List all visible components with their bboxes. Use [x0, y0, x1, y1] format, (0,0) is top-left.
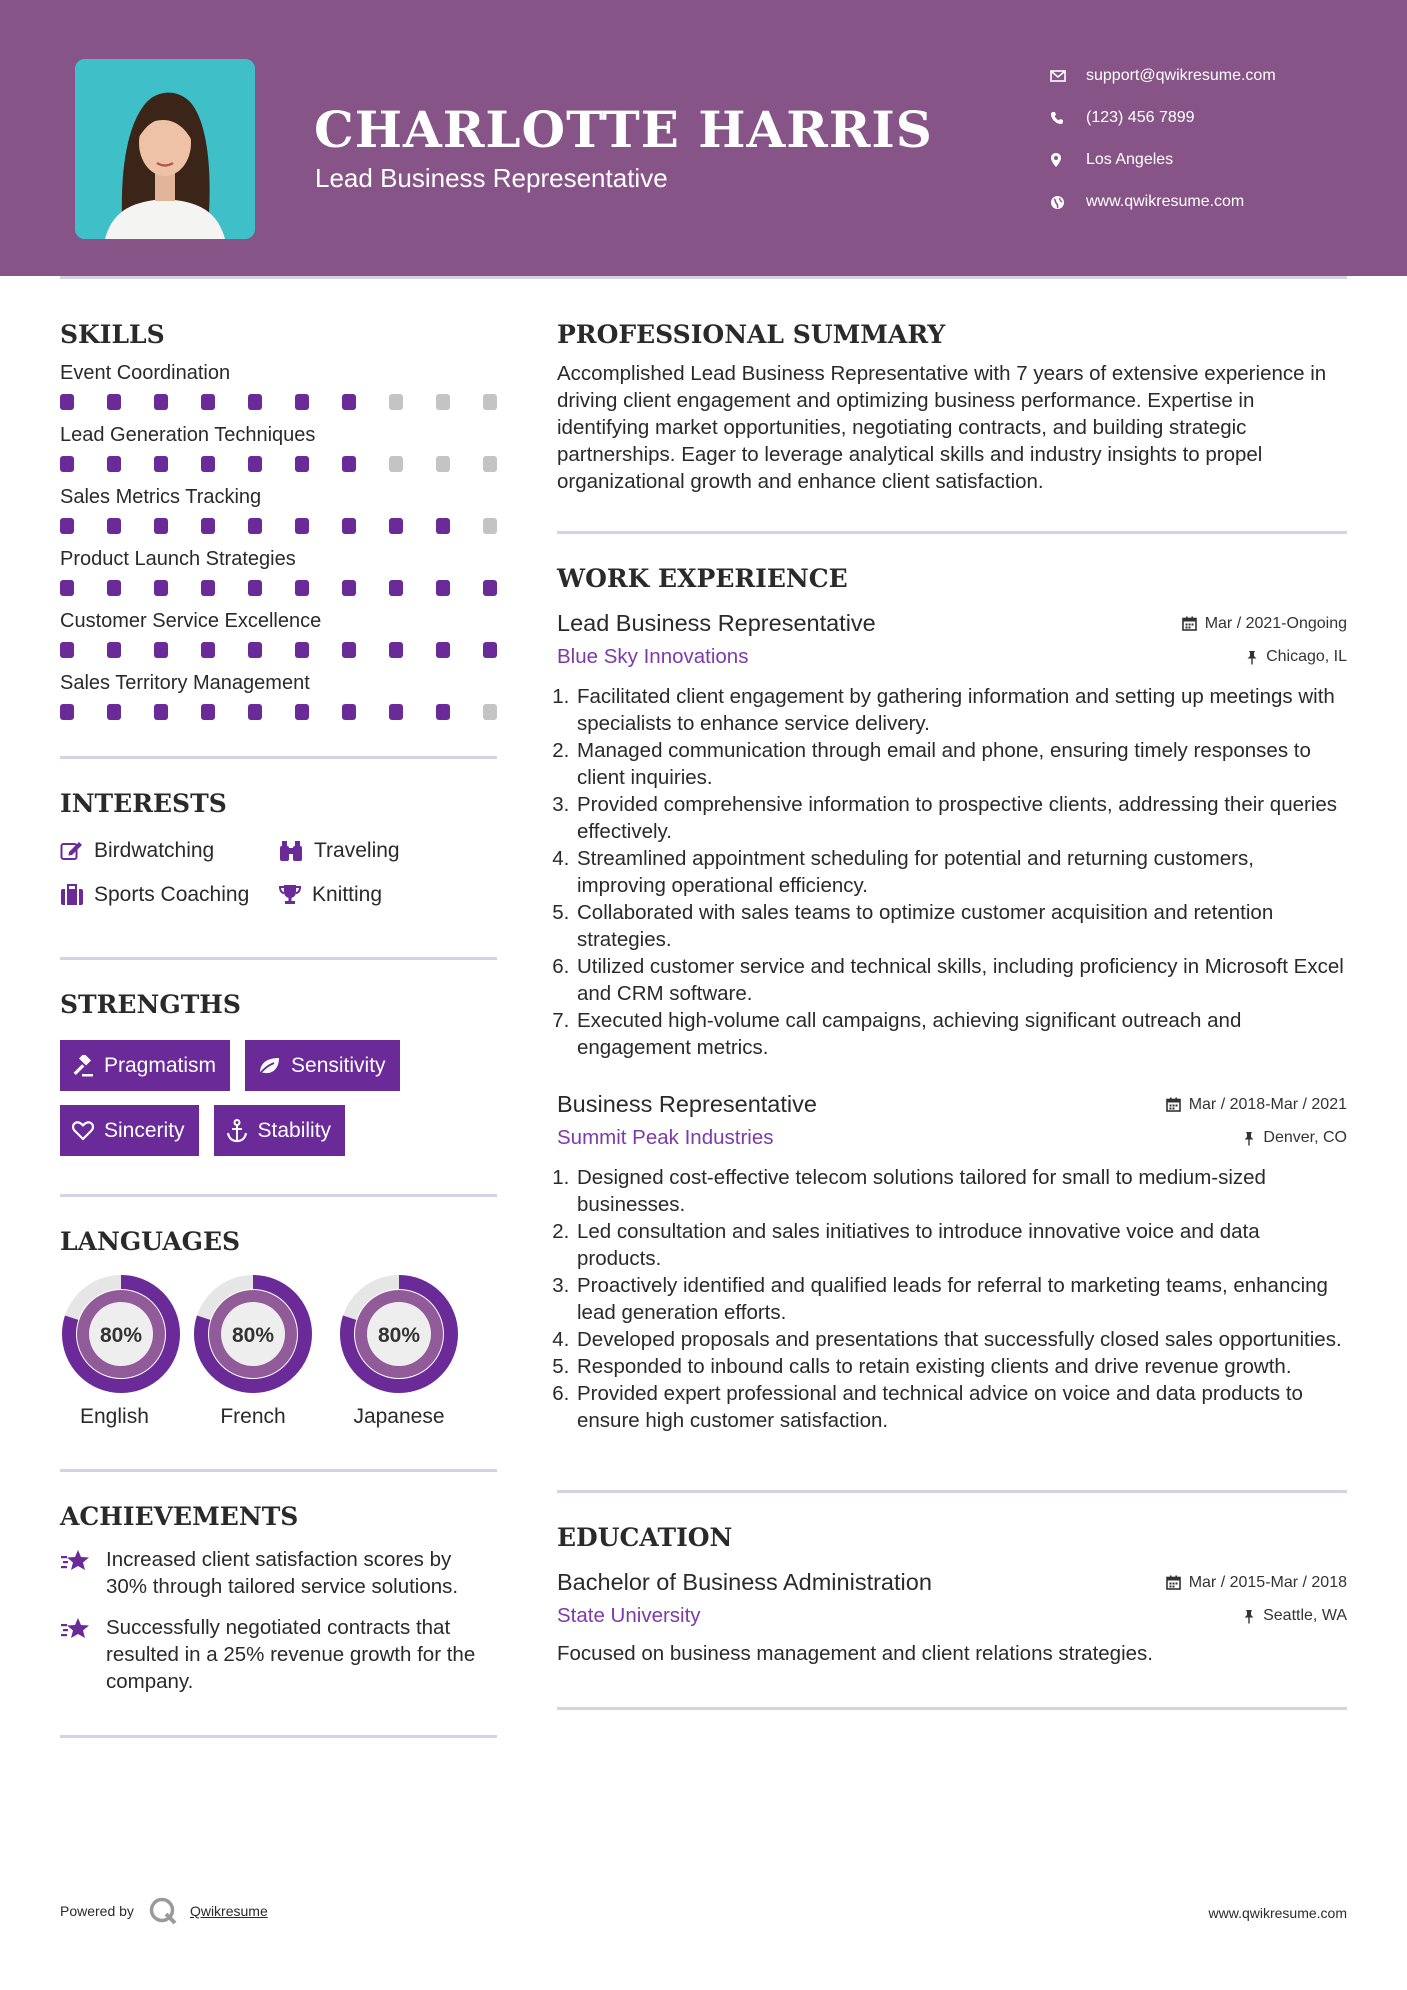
rating-dot-filled: [389, 704, 403, 720]
job-entry: [557, 1091, 1347, 1434]
job-duty: 1. Facilitated client engagement by gathering information and setting up meetings with specialists to enhance service delivery.: [575, 683, 1347, 737]
education-date: [1166, 1574, 1347, 1592]
rating-dot-filled: [342, 518, 356, 534]
pushpin-icon: [1246, 650, 1258, 665]
contact-location-text: Los Angeles: [1086, 151, 1174, 168]
rating-dot-filled: [342, 580, 356, 596]
resume-header: [0, 0, 1407, 276]
experience-section: [557, 562, 1347, 1434]
binoculars-icon: [278, 840, 304, 862]
rating-dot-filled: [154, 518, 168, 534]
leaf-icon: [257, 1056, 281, 1076]
calendar-icon: [1166, 1575, 1181, 1590]
footer-url[interactable]: www.qwikresume.com: [1208, 1905, 1347, 1921]
interest-label: Traveling: [314, 839, 400, 862]
achievement-text: Successfully negotiated contracts that resulted in a 25% revenue growth for the company.: [106, 1616, 476, 1693]
envelope-icon: [1050, 69, 1086, 83]
job-duty: 6. Provided expert professional and technical advice on voice and data products to ensure high customer satisfaction.: [575, 1380, 1347, 1434]
contact-email-text: support@qwikresume.com: [1086, 67, 1276, 84]
skill-name: Sales Territory Management: [60, 672, 310, 694]
rating-dot-filled: [154, 394, 168, 410]
skills-section: [60, 318, 497, 726]
interests-list: [60, 835, 497, 911]
candidate-name: CHARLOTTE HARRIS: [314, 100, 933, 159]
rating-dot-filled: [248, 518, 262, 534]
rating-dot-filled: [248, 704, 262, 720]
skill-rating: [60, 574, 497, 602]
skill-rating: [60, 450, 497, 478]
rating-dot-filled: [295, 642, 309, 658]
job-head: [557, 1091, 1347, 1118]
summary-text: Accomplished Lead Business Representative with 7 years of extensive experience in driving client engagement and optimizing business performance. Expertise in identifying market opportunities, negotiating contracts, and building strategic partnerships. Eager to leverage analytical skills and industry insights to propel organizational growth and enhance client satisfaction.: [557, 362, 1327, 493]
rating-dot-empty: [389, 456, 403, 472]
section-divider: [557, 1707, 1347, 1710]
rating-dot-filled: [60, 580, 74, 596]
rating-dot-empty: [483, 394, 497, 410]
rating-dot-filled: [201, 394, 215, 410]
rating-dot-filled: [342, 704, 356, 720]
job-duty: 5. Responded to inbound calls to retain existing clients and drive revenue growth.: [575, 1353, 1347, 1380]
job-duty: 4. Streamlined appointment scheduling for potential and returning customers, improving operational efficiency.: [575, 845, 1347, 899]
job-date: [1166, 1096, 1347, 1114]
job-entry: [557, 610, 1347, 1061]
rating-dot-filled: [154, 704, 168, 720]
map-pin-icon: [1050, 152, 1086, 168]
job-role: Business Representative: [557, 1091, 817, 1117]
language-progress-ring: [338, 1273, 460, 1395]
strength-label: Stability: [257, 1118, 332, 1142]
job-date-text: Mar / 2018-Mar / 2021: [1188, 1095, 1347, 1113]
rating-dot-filled: [483, 642, 497, 658]
achievement-item: [60, 1546, 497, 1600]
rating-dot-empty: [436, 394, 450, 410]
skill-rating: [60, 636, 497, 664]
strengths-list: [60, 1040, 480, 1156]
interest-item: [60, 879, 278, 911]
section-divider: [60, 1735, 497, 1738]
interests-section: [60, 787, 497, 911]
summary-title: PROFESSIONAL SUMMARY: [557, 320, 946, 349]
job-duty: 4. Developed proposals and presentations that successfully closed sales opportunities.: [575, 1326, 1347, 1353]
education-sub: [557, 1604, 1347, 1628]
education-location: [1243, 1607, 1347, 1625]
rating-dot-filled: [60, 394, 74, 410]
job-duty: 2. Managed communication through email and phone, ensuring timely responses to client inquiries.: [575, 737, 1347, 791]
skills-title: SKILLS: [60, 320, 165, 349]
language-item: [326, 1273, 472, 1429]
interest-label: Knitting: [312, 883, 383, 906]
education-date-text: Mar / 2015-Mar / 2018: [1188, 1573, 1347, 1591]
achievement-item: [60, 1614, 497, 1695]
rating-dot-filled: [248, 394, 262, 410]
skill-rating: [60, 512, 497, 540]
language-name: English: [80, 1405, 149, 1428]
header-divider: [60, 276, 1347, 279]
job-head: [557, 610, 1347, 637]
education-location-text: Seattle, WA: [1263, 1607, 1347, 1624]
job-duty: 1. Designed cost-effective telecom solutions tailored for small to medium-sized businesses.: [575, 1164, 1347, 1218]
language-progress-ring: [60, 1273, 182, 1395]
rating-dot-filled: [389, 642, 403, 658]
left-column: [60, 318, 497, 1738]
profile-photo: [75, 59, 255, 239]
job-duties: [557, 1164, 1347, 1434]
skill-name: Lead Generation Techniques: [60, 424, 316, 446]
skills-list: [60, 358, 497, 726]
rating-dot-filled: [60, 642, 74, 658]
rating-dot-filled: [154, 642, 168, 658]
section-divider: [60, 1194, 497, 1197]
rating-dot-filled: [60, 456, 74, 472]
rating-dot-empty: [483, 518, 497, 534]
rating-dot-filled: [436, 704, 450, 720]
rating-dot-filled: [107, 456, 121, 472]
powered-by-label: Powered by: [60, 1903, 134, 1919]
interests-title: INTERESTS: [60, 789, 227, 818]
strength-label: Sincerity: [104, 1118, 185, 1142]
language-percent: 80%: [231, 1324, 275, 1347]
strengths-title: STRENGTHS: [60, 990, 241, 1019]
rating-dot-filled: [342, 642, 356, 658]
briefcase-icon: [60, 884, 84, 906]
rating-dot-filled: [295, 456, 309, 472]
job-company: Blue Sky Innovations: [557, 645, 749, 668]
rating-dot-filled: [342, 394, 356, 410]
globe-icon: [1050, 195, 1086, 210]
rating-dot-filled: [389, 518, 403, 534]
languages-title: LANGUAGES: [60, 1227, 241, 1256]
interest-item: [278, 879, 498, 911]
strength-tag: [214, 1105, 346, 1156]
interest-label: Birdwatching: [94, 839, 215, 862]
phone-icon: [1050, 111, 1086, 125]
skill-rating: [60, 698, 497, 726]
languages-section: [60, 1225, 497, 1429]
job-location: [1243, 1129, 1347, 1147]
job-date-text: Mar / 2021-Ongoing: [1204, 614, 1347, 632]
language-name: Japanese: [353, 1405, 445, 1428]
job-duty: 5. Collaborated with sales teams to optimize customer acquisition and retention strategies.: [575, 899, 1347, 953]
rating-dot-filled: [295, 704, 309, 720]
rating-dot-filled: [295, 580, 309, 596]
rating-dot-filled: [60, 704, 74, 720]
skill-name: Customer Service Excellence: [60, 610, 322, 632]
language-item: [180, 1273, 326, 1429]
rating-dot-filled: [201, 642, 215, 658]
job-company: Summit Peak Industries: [557, 1126, 774, 1149]
rating-dot-filled: [107, 580, 121, 596]
rating-dot-filled: [154, 580, 168, 596]
job-location: [1246, 648, 1347, 666]
education-description: Focused on business management and client relations strategies.: [557, 1642, 1153, 1665]
rating-dot-filled: [295, 518, 309, 534]
contact-phone-text: (123) 456 7899: [1086, 109, 1195, 126]
education-title: EDUCATION: [557, 1523, 733, 1552]
job-duty: 7. Executed high-volume call campaigns, achieving significant outreach and engagement metrics.: [575, 1007, 1347, 1061]
qwikresume-logo-icon: [148, 1896, 178, 1926]
rating-dot-filled: [436, 518, 450, 534]
education-section: [557, 1521, 1347, 1667]
rating-dot-empty: [436, 456, 450, 472]
contact-website-text: www.qwikresume.com: [1086, 193, 1245, 210]
language-percent: 80%: [377, 1324, 421, 1347]
languages-list: [60, 1273, 497, 1429]
job-duties: [557, 683, 1347, 1061]
job-location-text: Denver, CO: [1263, 1129, 1347, 1146]
heart-icon: [72, 1121, 94, 1141]
interest-item: [60, 835, 278, 867]
skill-name: Event Coordination: [60, 362, 231, 384]
rating-dot-empty: [483, 456, 497, 472]
job-sub: [557, 1126, 1347, 1150]
job-sub: [557, 645, 1347, 669]
rating-dot-filled: [201, 518, 215, 534]
rating-dot-filled: [107, 394, 121, 410]
rating-dot-filled: [201, 580, 215, 596]
rating-dot-filled: [107, 642, 121, 658]
contact-email[interactable]: [1050, 55, 1276, 97]
rating-dot-filled: [436, 580, 450, 596]
job-role: Lead Business Representative: [557, 610, 876, 636]
contact-location: [1050, 139, 1276, 181]
skill-name: Product Launch Strategies: [60, 548, 296, 570]
language-progress-ring: [192, 1273, 314, 1395]
rating-dot-filled: [389, 580, 403, 596]
rating-dot-filled: [342, 456, 356, 472]
rating-dot-empty: [483, 704, 497, 720]
calendar-icon: [1182, 616, 1197, 631]
achievements-title: ACHIEVEMENTS: [60, 1502, 299, 1531]
star-badge-icon: [60, 1548, 92, 1574]
strength-tag: [60, 1105, 199, 1156]
anchor-icon: [226, 1119, 248, 1143]
job-duty: 6. Utilized customer service and technical skills, including proficiency in Microsoft Excel and CRM software.: [575, 953, 1347, 1007]
strength-label: Pragmatism: [104, 1053, 217, 1077]
rating-dot-filled: [248, 580, 262, 596]
section-divider: [557, 1490, 1347, 1493]
summary-section: [557, 318, 1347, 495]
rating-dot-filled: [201, 456, 215, 472]
rating-dot-filled: [154, 456, 168, 472]
job-duty: 3. Proactively identified and qualified leads for referral to marketing teams, enhancing lead generation efforts.: [575, 1272, 1347, 1326]
job-duty: 3. Provided comprehensive information to prospective clients, addressing their queries effectively.: [575, 791, 1347, 845]
strengths-section: [60, 988, 497, 1156]
section-divider: [557, 531, 1347, 534]
candidate-title: Lead Business Representative: [315, 163, 668, 193]
interest-label: Sports Coaching: [94, 883, 250, 906]
section-divider: [60, 1469, 497, 1472]
experience-title: WORK EXPERIENCE: [557, 564, 848, 593]
job-location-text: Chicago, IL: [1266, 648, 1347, 665]
rating-dot-filled: [107, 518, 121, 534]
education-school: State University: [557, 1604, 701, 1627]
contact-phone[interactable]: [1050, 97, 1276, 139]
education-head: [557, 1569, 1347, 1596]
achievements-section: [60, 1500, 497, 1695]
job-duty: 2. Led consultation and sales initiatives to introduce innovative voice and data products.: [575, 1218, 1347, 1272]
edit-icon: [60, 840, 84, 862]
rating-dot-filled: [107, 704, 121, 720]
gavel-icon: [72, 1055, 94, 1077]
rating-dot-filled: [201, 704, 215, 720]
rating-dot-filled: [60, 518, 74, 534]
education-degree: Bachelor of Business Administration: [557, 1569, 932, 1595]
achievement-text: Increased client satisfaction scores by 30% through tailored service solutions.: [106, 1548, 459, 1598]
qwikresume-link[interactable]: Qwikresume: [189, 1903, 268, 1919]
strength-tag: [245, 1040, 400, 1091]
section-divider: [60, 756, 497, 759]
pushpin-icon: [1243, 1131, 1255, 1146]
strength-label: Sensitivity: [291, 1053, 386, 1077]
rating-dot-filled: [248, 642, 262, 658]
language-item: [60, 1273, 180, 1429]
pushpin-icon: [1243, 1609, 1255, 1624]
job-date: [1182, 615, 1347, 633]
language-percent: 80%: [99, 1324, 143, 1347]
star-badge-icon: [60, 1616, 92, 1642]
contact-website[interactable]: [1050, 181, 1276, 223]
footer-powered-by: [60, 1896, 268, 1926]
rating-dot-empty: [389, 394, 403, 410]
rating-dot-filled: [483, 580, 497, 596]
rating-dot-filled: [295, 394, 309, 410]
calendar-icon: [1166, 1097, 1181, 1112]
right-column: [557, 318, 1347, 1710]
trophy-icon: [278, 884, 302, 906]
language-name: French: [220, 1405, 286, 1428]
jobs-list: [557, 610, 1347, 1434]
contact-info: [1050, 55, 1276, 223]
section-divider: [60, 957, 497, 960]
skill-name: Sales Metrics Tracking: [60, 486, 262, 508]
skill-rating: [60, 388, 497, 416]
interest-item: [278, 835, 498, 867]
rating-dot-filled: [248, 456, 262, 472]
strength-tag: [60, 1040, 230, 1091]
rating-dot-filled: [436, 642, 450, 658]
